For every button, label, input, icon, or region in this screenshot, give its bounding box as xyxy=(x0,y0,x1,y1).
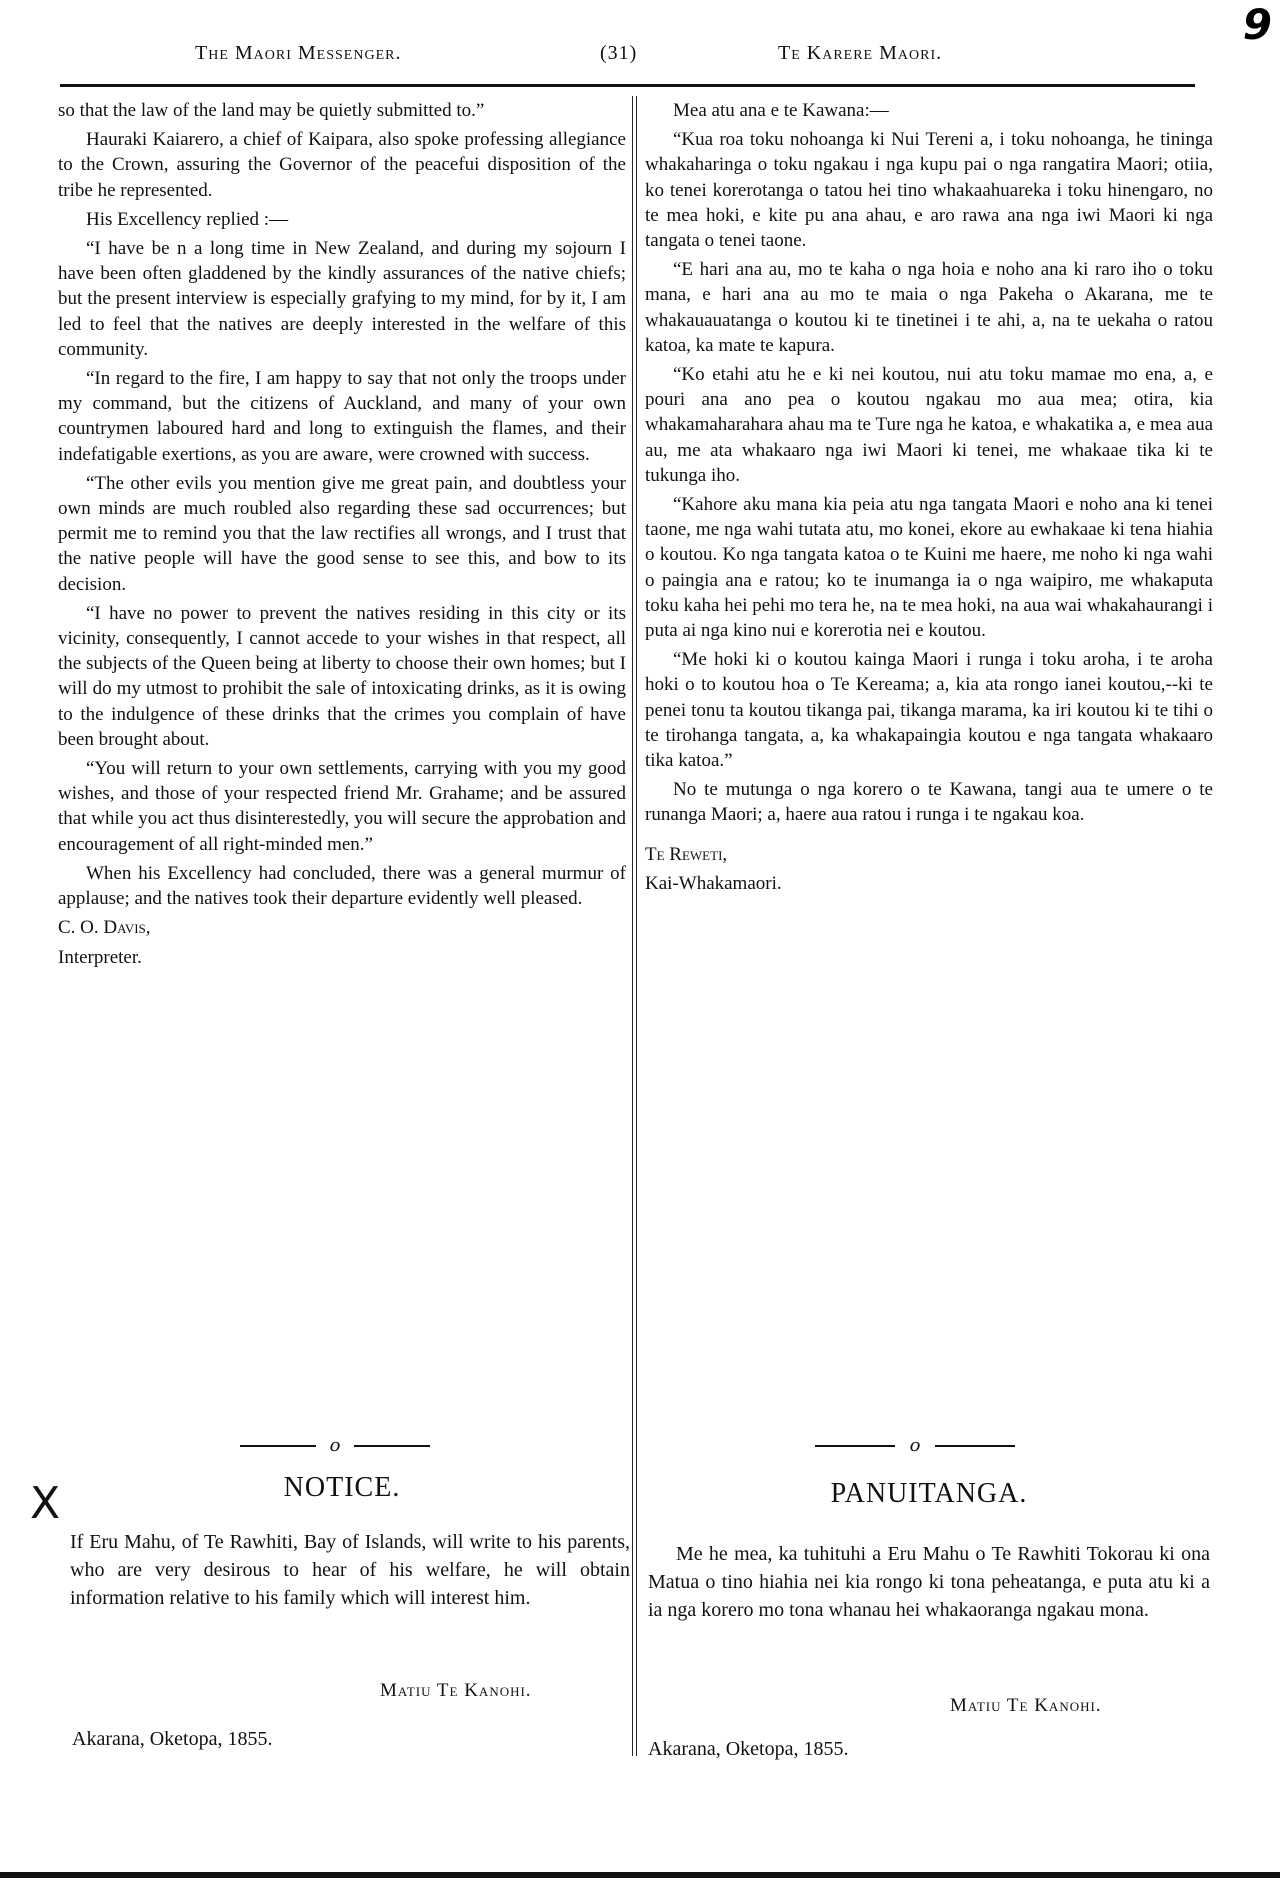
header-page-label: (31) xyxy=(600,42,638,64)
bottom-rule xyxy=(0,1872,1280,1878)
right-paragraph: “Kahore aku mana kia peia atu nga tangata Maori e noho ana ki tenei taone, me nga wahi tutata atu, mo konei, ekore au ewhakaae ki tena hiahia o koutou. Ko nga tangata katoa o te Kuini me haere, me noho ki nga wahi o paingia ana e ratou; ko te inumanga ia o nga waipiro, me whakaputa toku kaha hei pehi mo tera he, na te mea hoki, na aua wai whakahaurangi i puta ai nga kino nui e korerotia nei e koutou. xyxy=(645,494,1213,642)
right-separator: o xyxy=(815,1435,1015,1455)
panuitanga-body: Me he mea, ka tuhituhi a Eru Mahu o Te Rawhiti Tokorau ki ona Matua o tino hiahia nei kia rongo ki tona peheatanga, e puta atu ki a ia nga korero mo tona whanau hei whakaoranga ngakau mona. xyxy=(648,1543,1210,1621)
margin-x-mark: X xyxy=(30,1478,61,1529)
right-signature-name: Te Reweti, xyxy=(645,843,728,865)
column-divider xyxy=(632,96,637,1756)
left-paragraph: “The other evils you mention give me great pain, and doubtless your own minds are much roubled also regarding these sad occurrences; but permit me to remind you that the law rectifies all wrongs, and I trust that the native people will have the good sense to see this, and bow to its decision. xyxy=(58,472,626,595)
header-right-title: Te Karere Maori. xyxy=(778,42,943,64)
panuitanga-signature: Matiu Te Kanohi. xyxy=(950,1695,1102,1716)
notice-signature: Matiu Te Kanohi. xyxy=(380,1680,532,1701)
left-paragraph: “I have no power to prevent the natives residing in this city or its vicinity, consequently, I cannot accede to your wishes in that respect, all the subjects of the Queen being at liberty to choose their own homes; but I will do my utmost to prohibit the sale of intoxicating drinks, as it is owing to the indulgence of these drinks that the crimes you complain of have been brought about. xyxy=(58,602,626,750)
left-paragraph: so that the law of the land may be quietly submitted to.” xyxy=(58,100,485,121)
left-separator: o xyxy=(240,1435,430,1455)
left-paragraph: His Excellency replied :— xyxy=(86,208,289,230)
right-column xyxy=(645,98,1213,900)
right-signature-title: Kai-Whakamaori. xyxy=(645,872,782,894)
panuitanga-title: PANUITANGA. xyxy=(830,1478,1028,1509)
header-left-title: The Maori Messenger. xyxy=(195,42,402,64)
right-paragraph: “Me hoki ki o koutou kainga Maori i runga i toku aroha, i te aroha hoki o to koutou hoa o Te Kereama; a, kia ata rongo ianei koutou,--ki te penei tonu ta koutou tikanga pai, tikanga marama, ka iri koutou ki te tihi o te tirohanga tangata, a, ka whakapaingia koutou e nga tangata whakaaro tika katoa.” xyxy=(645,649,1213,772)
handwritten-page-number: 9 xyxy=(1242,0,1272,49)
left-paragraph: Hauraki Kaiarero, a chief of Kaipara, also spoke professing allegiance to the Crown, assuring the Governor of the peacefui disposition of the tribe he represented. xyxy=(58,129,626,201)
left-signature-title: Interpreter. xyxy=(58,946,142,968)
left-paragraph: “You will return to your own settlements, carrying with you my good wishes, and those of your respected friend Mr. Grahame; and be assured that while you act thus disinterestedly, you will secure the approbation and encouragement of all right-minded men.” xyxy=(58,758,626,855)
notice-body: If Eru Mahu, of Te Rawhiti, Bay of Islands, will write to his parents, who are very desirous to hear of his welfare, he will obtain information relative to his family which will interest him. xyxy=(70,1531,630,1609)
notice-dateline: Akarana, Oketopa, 1855. xyxy=(72,1728,273,1750)
left-signature-name: C. O. Davis, xyxy=(58,917,151,939)
right-paragraph: “E hari ana au, mo te kaha o nga hoia e noho ana ki raro iho o toku mana, e hari ana au mo te maia o nga Pakeha o Akarana, me te whakauauatanga o koutou ki te tinetinei i te ahi, a, na te uekaha o ratou katoa, ka mate te kapura. xyxy=(645,259,1213,356)
notice-title: NOTICE. xyxy=(283,1472,401,1503)
left-column xyxy=(58,98,626,974)
right-paragraph: No te mutunga o nga korero o te Kawana, tangi aua te umere o te runanga Maori; a, haere aua ratou i runga i te ngakau koa. xyxy=(645,779,1213,826)
right-paragraph: “Ko etahi atu he e ki nei koutou, nui atu toku mamae mo ena, a, e pouri ana ano pea o koutou ngakau mo aua mea; otira, kia whakamaharahara ahau ma te Ture nga he katoa, e whakatika a, e mea aua au, me ata whakaaro nga iwi Maori ki tenei, me whakaae tika ki te tukunga iho. xyxy=(645,364,1213,486)
page-header xyxy=(60,36,1190,70)
header-rule xyxy=(60,84,1195,87)
right-paragraph: “Kua roa toku nohoanga ki Nui Tereni a, i toku nohoanga, he tininga whakaharinga o toku ngakau i nga kupu pai o nga rangatira Maori; otiia, ko tenei korerotanga o tatou hei tino whakaahuareka i toku hinengaro, no te mea hoki, e kite pu ana ahau, e aro rawa ana nga iwi Maori ki nga tangata o tenei taone. xyxy=(645,129,1213,252)
left-paragraph: “In regard to the fire, I am happy to say that not only the troops under my command, but the citizens of Auckland, and many of your own countrymen laboured hard and long to extinguish the flames, and their indefatigable exertions, as you are aware, were crowned with success. xyxy=(58,368,626,465)
left-paragraph: “I have be n a long time in New Zealand, and during my sojourn I have been often gladdened by the kindly assurances of the native chiefs; but the present interview is especially grafying to my mind, for by it, I am led to feel that the natives are deeply interested in the welfare of this community. xyxy=(58,238,626,360)
right-paragraph: Mea atu ana e te Kawana:— xyxy=(673,100,889,121)
left-paragraph: When his Excellency had concluded, there was a general murmur of applause; and the natives took their departure evidently well pleased. xyxy=(58,862,626,910)
panuitanga-dateline: Akarana, Oketopa, 1855. xyxy=(648,1738,849,1760)
